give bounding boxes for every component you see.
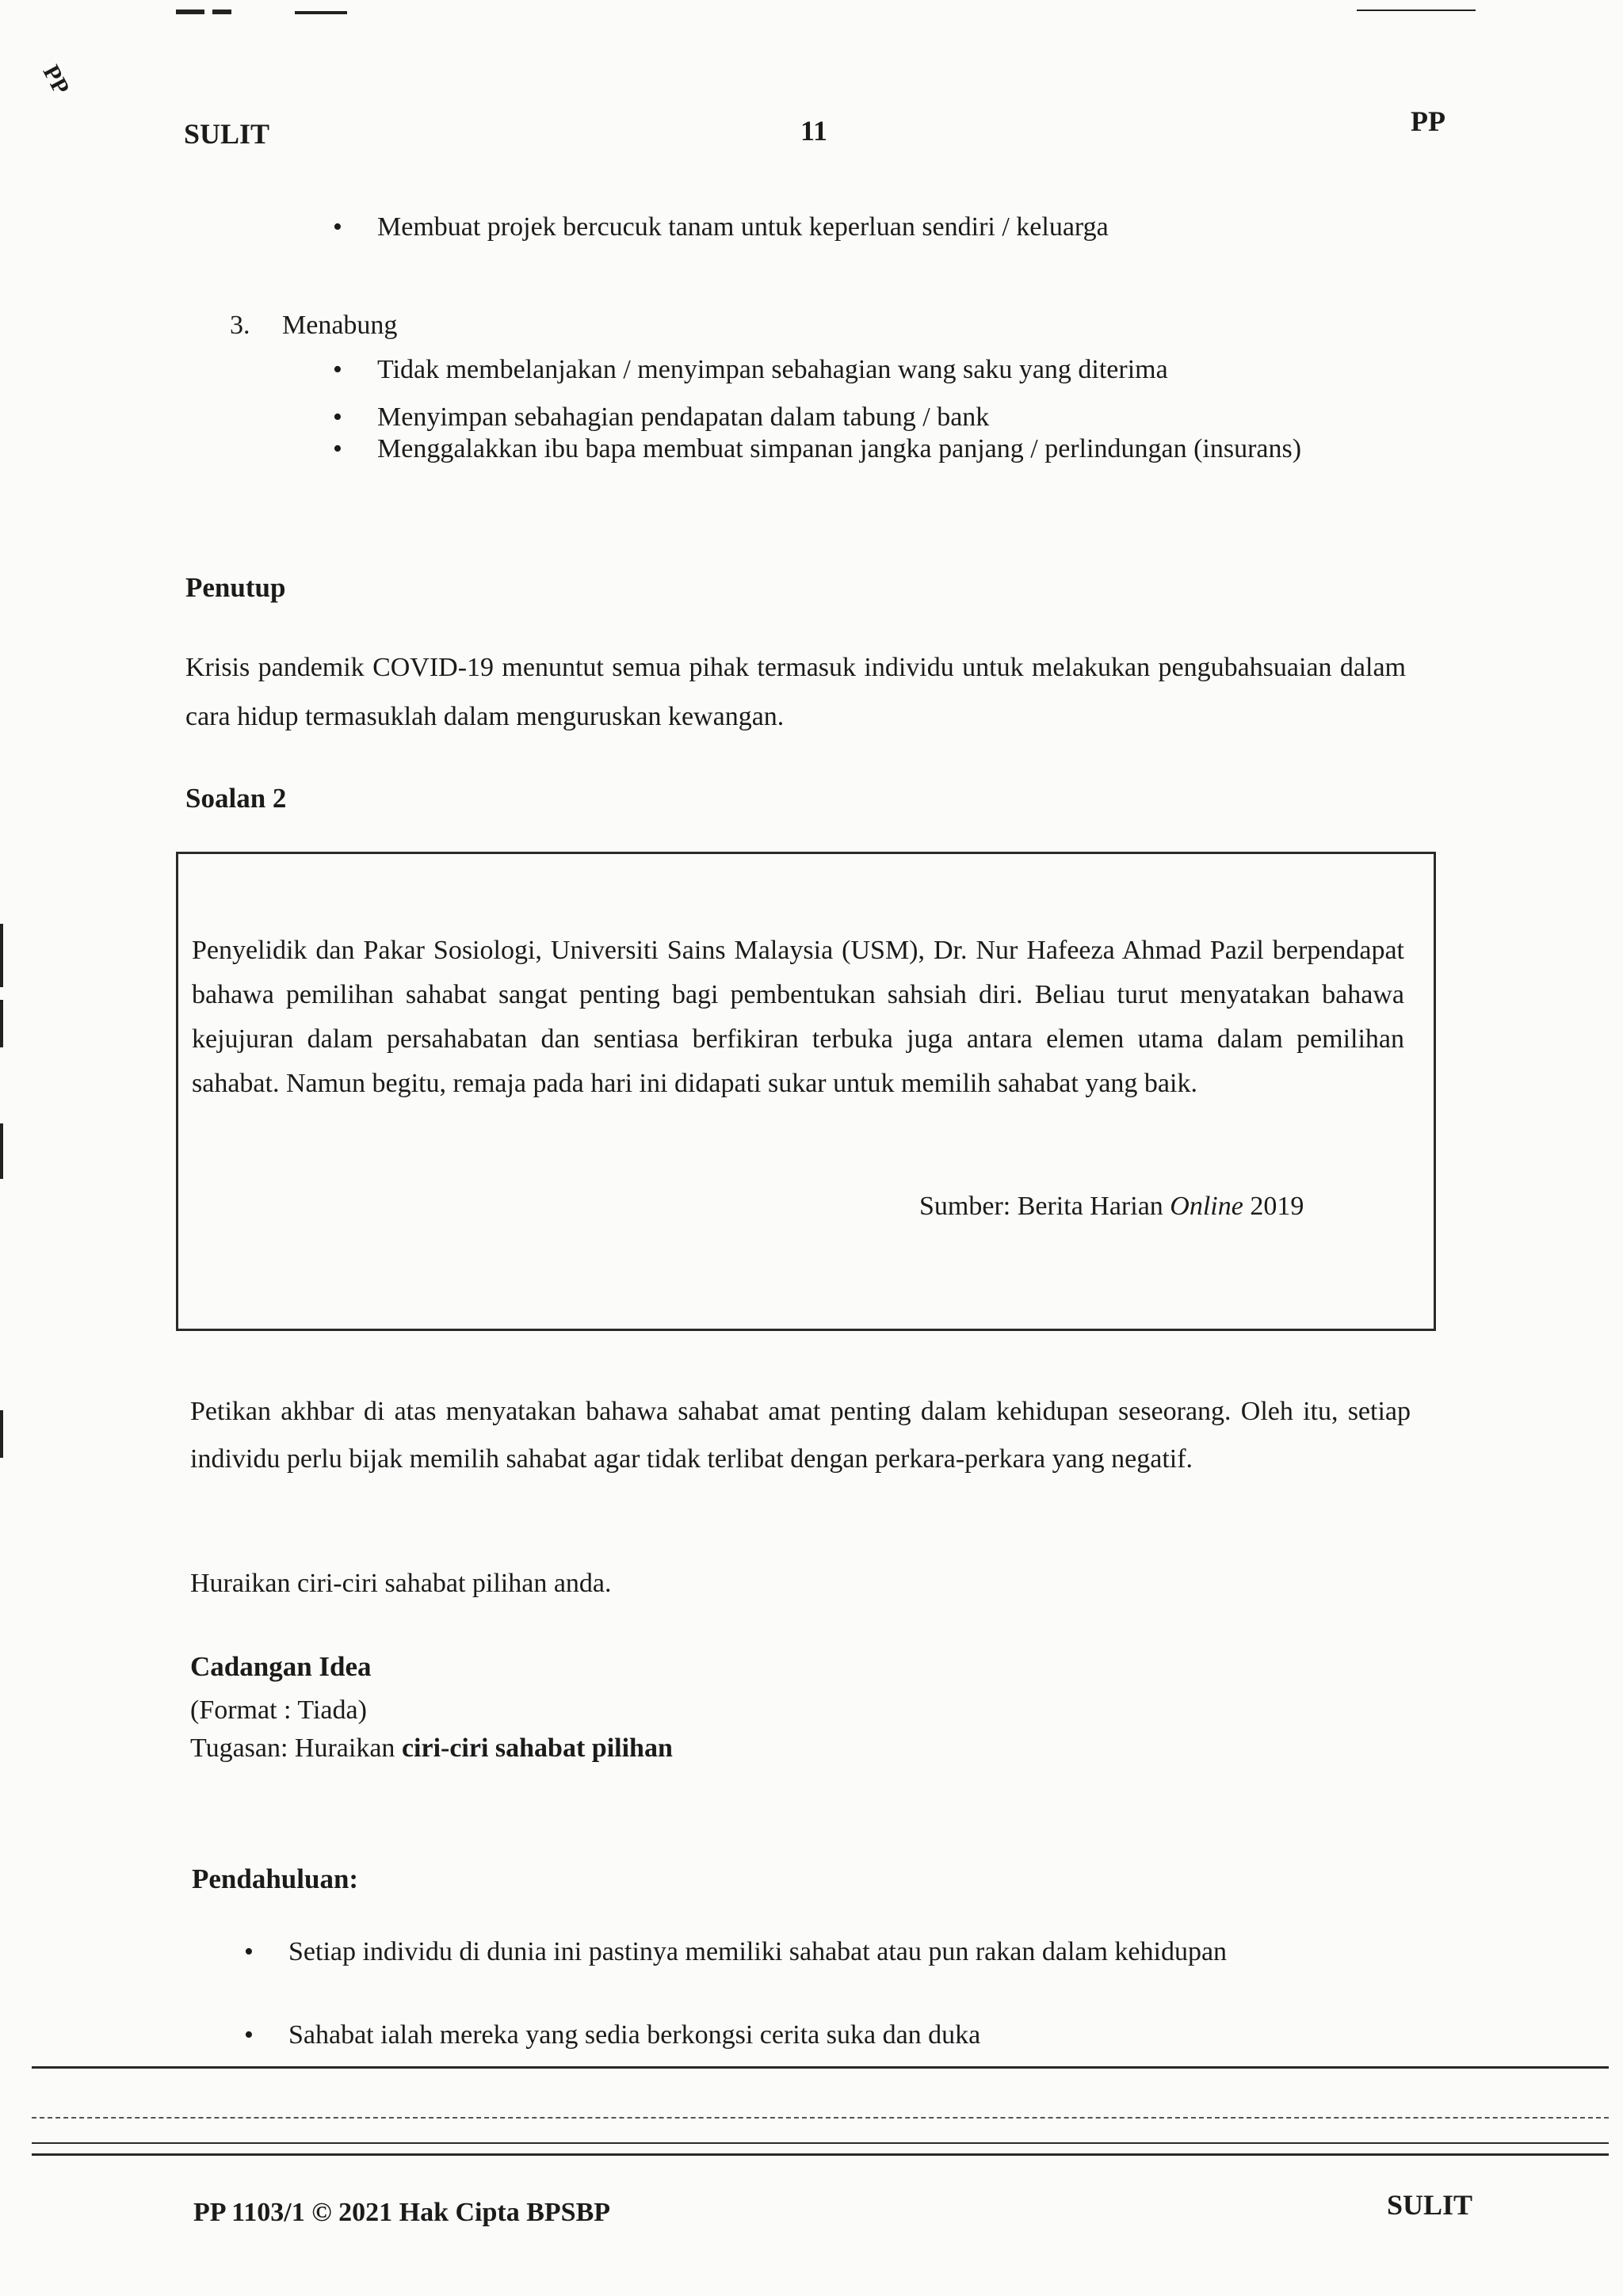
item-number: 3. (230, 311, 250, 340)
page-number: 11 (800, 115, 828, 147)
list-item: • Membuat projek bercucuk tanam untuk keperluan sendiri / keluarga (377, 204, 1487, 250)
corner-mark: PP (37, 60, 74, 99)
tugasan-line (190, 1726, 673, 1772)
scan-mark (212, 10, 231, 14)
source-year: 2019 (1243, 1192, 1304, 1221)
header-sulit: SULIT (184, 118, 270, 150)
source-italic: Online (1170, 1192, 1243, 1221)
list-item: • Menggalakkan ibu bapa membuat simpanan jangka panjang / perlindungan (insurans) (377, 425, 1407, 474)
item-title: Menabung (282, 311, 398, 340)
question-heading: Soalan 2 (185, 783, 287, 814)
footer-dashed-rule (32, 2117, 1609, 2119)
list-item: • Tidak membelanjakan / menyimpan sebahagian wang saku yang diterima (377, 347, 1455, 393)
question-text: Petikan akhbar di atas menyatakan bahawa sahabat amat penting dalam kehidupan seseorang. Oleh itu, setiap individu perlu bijak memilih sahabat agar tidak terlibat dengan perkara-perkara yang negatif. (190, 1397, 1411, 1474)
tugasan-prefix: Tugasan: Huraikan (190, 1733, 402, 1763)
footer-copyright: PP 1103/1 © 2021 Hak Cipta BPSBP (193, 2198, 611, 2227)
question-task: Huraikan ciri-ciri sahabat pilihan anda. (190, 1569, 612, 1598)
scan-mark (0, 924, 3, 987)
section-heading-penutup: Penutup (185, 572, 286, 603)
footer-rule (32, 2142, 1609, 2144)
pendahuluan-heading: Pendahuluan: (192, 1863, 359, 1894)
header-pp: PP (1411, 105, 1445, 137)
passage-source (919, 1184, 1304, 1230)
scan-mark (295, 11, 347, 14)
list-item: • Menyimpan sebahagian pendapatan dalam tabung / bank (377, 395, 1455, 441)
scan-mark (0, 1410, 3, 1458)
footer-rule (32, 2066, 1609, 2069)
scan-mark (1357, 10, 1476, 11)
list-item: • Sahabat ialah mereka yang sedia berkongsi cerita suka dan duka (288, 2012, 1319, 2058)
penutup-text: Krisis pandemik COVID-19 menuntut semua pihak termasuk individu untuk melakukan pengubahsuaian dalam cara hidup termasuklah dalam menguruskan kewangan. (185, 653, 1406, 731)
footer-rule (32, 2153, 1609, 2156)
scan-mark (0, 1123, 3, 1179)
list-item: • Setiap individu di dunia ini pastinya memiliki sahabat atau pun rakan dalam kehidupan (288, 1932, 1319, 1973)
tugasan-bold: ciri-ciri sahabat pilihan (401, 1733, 673, 1763)
scan-mark (0, 1000, 3, 1047)
passage-text: Penyelidik dan Pakar Sosiologi, Universiti Sains Malaysia (USM), Dr. Nur Hafeeza Ahmad Pazil berpendapat bahawa pemilihan sahabat sangat penting bagi pembentukan sahsiah diri. Beliau turut menyatakan bahawa kejujuran dalam persahabatan dan sentiasa berfikiran terbuka juga antara elemen utama dalam pemilihan sahabat. Namun begitu, remaja pada hari ini didapati sukar untuk memilih sahabat yang baik. (192, 936, 1404, 1098)
cadangan-heading: Cadangan Idea (190, 1651, 372, 1682)
source-prefix: Sumber: Berita Harian (919, 1192, 1170, 1221)
footer-sulit: SULIT (1387, 2189, 1473, 2221)
format-line: (Format : Tiada) (190, 1695, 367, 1725)
scan-mark (176, 10, 204, 14)
